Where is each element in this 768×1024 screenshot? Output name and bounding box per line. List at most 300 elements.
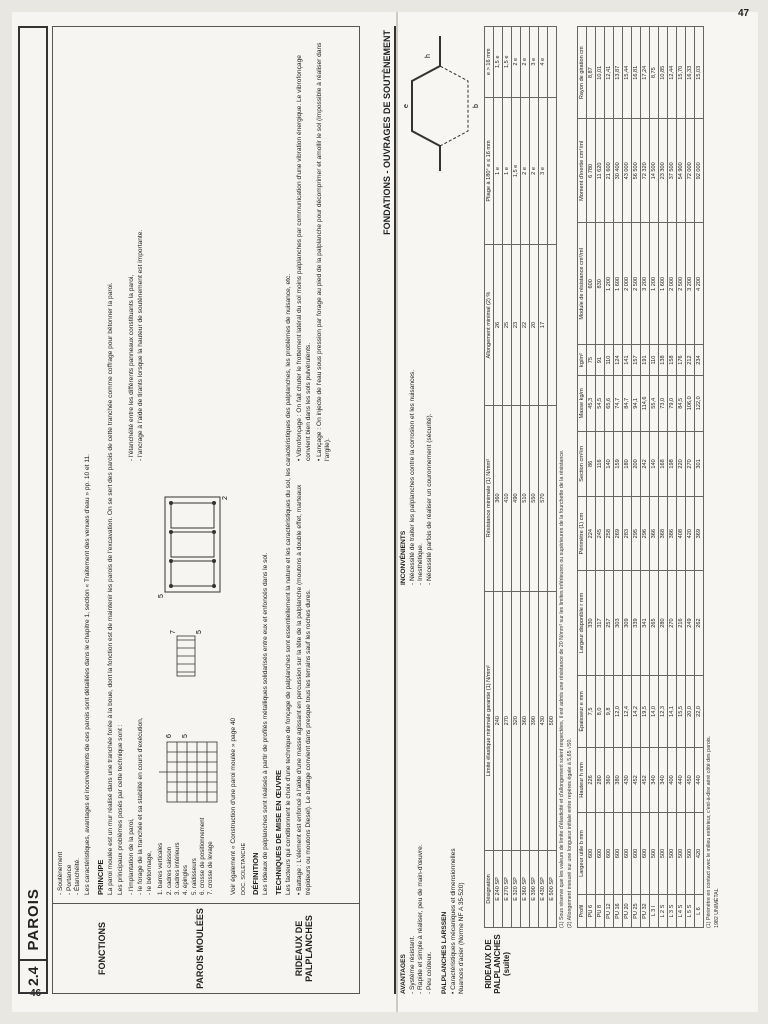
- table-cell: 22,0: [695, 675, 704, 748]
- left-sidebar: [53, 903, 359, 993]
- table-cell: 270: [668, 571, 677, 675]
- table-cell: 265: [650, 571, 659, 675]
- table-row: [686, 27, 695, 928]
- table-header-cell: e > 16 mm: [485, 27, 494, 98]
- lancage-text: • Lançage : On injecte de l'eau sous pression par forage au pied de la palplanche pour décomprimer et amollir le sol (impossible à réaliser dans l'argile).: [315, 42, 332, 461]
- table-row: [677, 27, 686, 928]
- table-cell: 168: [659, 431, 668, 496]
- avantage-item: - Peu coûteux.: [426, 951, 434, 994]
- table-cell: 15,03: [695, 27, 704, 119]
- table-cell: 600: [587, 223, 596, 345]
- table-cell: E 430 SP: [539, 850, 548, 927]
- table-cell: 54 900: [677, 119, 686, 223]
- table-cell: 25: [503, 245, 512, 405]
- table-cell: 220: [677, 431, 686, 496]
- table1-note1: (1) Sous réserve que les valeurs de limite d'élasticité et d'allongement soient respectées, il est admis une résistance de 20 N/mm² sur les limites inférieures ou supérieures de la fourchette de la résistance.: [559, 449, 565, 928]
- table-header-cell: Profil: [578, 895, 587, 928]
- table-cell: 1,5 e: [503, 27, 512, 98]
- table-cell: 600: [641, 812, 650, 894]
- table-cell: 75: [587, 345, 596, 375]
- table-cell: 1 200: [650, 223, 659, 345]
- table-cell: 317: [596, 571, 605, 675]
- table-cell: 26: [494, 245, 503, 405]
- table-cell: 7,5: [587, 675, 596, 748]
- table-cell: 500: [650, 812, 659, 894]
- table-cell: 258: [605, 496, 614, 570]
- dim-label-e: e: [403, 104, 410, 108]
- table-cell: PU 6: [587, 895, 596, 928]
- table-cell: 386: [668, 496, 677, 570]
- profiles-table: [577, 26, 704, 928]
- bullet: - le forage de la tranchée et sa stabilité en cours d'exécution,: [136, 717, 144, 895]
- table-cell: 6 780: [587, 119, 596, 223]
- larssen-sub: • Caractéristiques mécaniques et dimensionnelles: [449, 848, 457, 994]
- legend-item: 6. crosse de positionnement: [199, 817, 207, 895]
- table-cell: 114,6: [641, 375, 650, 431]
- table-cell: 3 e: [530, 27, 539, 98]
- credit: DOC. SOLETANCHE: [240, 842, 247, 895]
- table-row: [632, 27, 641, 928]
- table-cell: 14,2: [632, 675, 641, 748]
- table-cell: 430: [539, 591, 548, 850]
- techniques-intro: Les facteurs qui conditionnent le choix d'une technique de fonçage de palplanches sont essentiellement la nature et les caractéristiques du sol, les caractéristiques des palplanches, les problèmes de nuisance, etc.: [284, 273, 292, 895]
- table-cell: 1 600: [659, 223, 668, 345]
- table-cell: 270: [503, 591, 512, 850]
- dim-label-h: h: [425, 54, 432, 58]
- table-cell: L 2 S: [659, 895, 668, 928]
- table-cell: L 3 S: [668, 895, 677, 928]
- table-cell: 2 500: [632, 223, 641, 345]
- table-cell: 390: [530, 591, 539, 850]
- table-cell: 1 e: [503, 97, 512, 245]
- fig-num: 6: [166, 733, 174, 738]
- table-header-cell: Résistance minimale (1) N/mm²: [485, 405, 494, 591]
- table-cell: 500: [548, 591, 557, 850]
- table-cell: 257: [605, 571, 614, 675]
- table-cell: 22: [521, 245, 530, 405]
- table-cell: 245: [596, 496, 605, 570]
- fonctions-block: [57, 35, 93, 895]
- table-cell: 13,87: [614, 27, 623, 119]
- table-cell: PU 20: [623, 895, 632, 928]
- table-cell: 270: [686, 431, 695, 496]
- right-page-number: 47: [738, 8, 750, 19]
- table-cell: 74,7: [614, 375, 623, 431]
- table-cell: 830: [596, 223, 605, 345]
- vibrofoncage-text: • Vibrofonçage : On fait chuter le frottement latéral du sol moins palplanches par communication d'une vibration énergique. Le vibrofonçage convient bien dans les sols pulvérulents.: [296, 55, 313, 461]
- table-cell: 303: [614, 571, 623, 675]
- table-cell: 198: [668, 431, 677, 496]
- table-cell: 600: [596, 812, 605, 894]
- table-cell: 92 000: [695, 119, 704, 223]
- table-cell: 510: [521, 405, 530, 591]
- table-cell: PU 25: [632, 895, 641, 928]
- table-cell: 295: [632, 496, 641, 570]
- table-cell: 600: [632, 812, 641, 894]
- table-row: [539, 27, 548, 928]
- table-cell: 19,5: [641, 675, 650, 748]
- table-cell: 16,81: [632, 27, 641, 119]
- table-cell: 600: [614, 812, 623, 894]
- table-cell: 1 200: [605, 223, 614, 345]
- table-cell: 140: [605, 431, 614, 496]
- table-cell: 8,0: [596, 675, 605, 748]
- table-cell: 10,85: [659, 27, 668, 119]
- left-grid: [52, 26, 360, 994]
- table-cell: 360: [494, 405, 503, 591]
- table-cell: 30 400: [614, 119, 623, 223]
- table-cell: 84,5: [677, 375, 686, 431]
- table-cell: 157: [632, 345, 641, 375]
- steel-grades-table: [484, 26, 557, 928]
- table-cell: 1,5 e: [512, 97, 521, 245]
- table-cell: 54,5: [596, 375, 605, 431]
- table-cell: 9,8: [605, 675, 614, 748]
- table-cell: 45,3: [587, 375, 596, 431]
- table-cell: 320: [512, 591, 521, 850]
- table-cell: 500: [677, 812, 686, 894]
- table-cell: E 360 SP: [521, 850, 530, 927]
- table-cell: L 6: [695, 895, 704, 928]
- table-cell: 500: [668, 812, 677, 894]
- table-cell: 296: [641, 496, 650, 570]
- battage-text: • Battage : L'élément est enfoncé à l'aide d'une masse agissant en percussion sur la tête de la palplanche (moutons à double effet, marteaux trépideurs ou moutons Diesel). Le battage convient dans presque tous les terrains sauf les roches dures.: [296, 484, 313, 895]
- inconvenients-heading: INCONVÉNIENTS: [400, 530, 407, 585]
- table-row: [494, 27, 503, 928]
- legend-item: 5. raidisseurs: [190, 858, 198, 895]
- table-cell: 110: [605, 345, 614, 375]
- fonction-item: - Soutènement: [57, 851, 64, 895]
- table-cell: 240: [494, 591, 503, 850]
- table-cell: [548, 27, 557, 98]
- table-cell: 122,0: [695, 375, 704, 431]
- table-cell: 159: [614, 431, 623, 496]
- table-cell: 11 620: [596, 119, 605, 223]
- table-cell: 226: [587, 748, 596, 813]
- techniques-heading: TECHNIQUES DE MISE EN ŒUVRE: [273, 769, 283, 895]
- rebar-cage-section-drawing: [157, 490, 230, 600]
- table-cell: 360: [605, 748, 614, 813]
- table-header-cell: Périmètre (1) cm: [578, 496, 587, 570]
- table-row: [659, 27, 668, 928]
- table-cell: PU 8: [596, 895, 605, 928]
- fig-num: 2: [222, 495, 230, 500]
- table-cell: 1 e: [494, 97, 503, 245]
- table-cell: 43 000: [623, 119, 632, 223]
- table-cell: 283: [623, 496, 632, 570]
- table-header-cell: Hauteur h mm: [578, 748, 587, 813]
- table-cell: 8,87: [587, 27, 596, 119]
- table1-note2: (2) Allongement mesuré sur une longueur initiale entre repères égale à 5,65 √S0.: [567, 738, 573, 928]
- legend-item: 1. barres verticales: [157, 842, 165, 895]
- table-cell: 4 200: [695, 223, 704, 345]
- table-cell: PU 16: [614, 895, 623, 928]
- table-cell: 2 000: [668, 223, 677, 345]
- table-row: [521, 27, 530, 928]
- fonction-item: - Étanchéité.: [74, 857, 82, 895]
- avantages-col: [400, 591, 480, 994]
- table-cell: 369: [695, 496, 704, 570]
- footer-credit: 1982 UNIMÉTAL: [714, 888, 720, 928]
- table-cell: 490: [512, 405, 521, 591]
- table-cell: 17: [539, 245, 548, 405]
- table-row: [530, 27, 539, 928]
- table-cell: 440: [677, 748, 686, 813]
- table-cell: 309: [623, 571, 632, 675]
- table-cell: 15,70: [677, 27, 686, 119]
- table-cell: 249: [686, 571, 695, 675]
- table-header-cell: Pliage à 180° e ≤ 16 mm: [485, 97, 494, 245]
- table-cell: 500: [659, 812, 668, 894]
- inconvenient-item: - Inesthétique.: [417, 543, 425, 585]
- table-row: [503, 27, 512, 928]
- table-cell: 380: [614, 748, 623, 813]
- voir-egalement: Voir également « Construction d'une paroi moulée » page 40: [230, 717, 238, 895]
- table-cell: 86: [587, 431, 596, 496]
- table-cell: 3 200: [686, 223, 695, 345]
- bullet: - l'ancrage à l'aide de tirants lorsque la hauteur de soutènement est importante.: [136, 229, 144, 461]
- table-row: [623, 27, 632, 928]
- table-cell: 2 000: [623, 223, 632, 345]
- table-cell: 12,3: [659, 675, 668, 748]
- table-cell: 430: [623, 748, 632, 813]
- table-cell: 8,75: [650, 27, 659, 119]
- table-cell: E 320 SP: [512, 850, 521, 927]
- avantages-inconvenients: [400, 26, 480, 994]
- table-cell: 280: [659, 571, 668, 675]
- table-cell: 216: [677, 571, 686, 675]
- sidebar-parois-moulees: PAROIS MOULÉES: [195, 908, 206, 989]
- table-cell: 12,0: [614, 675, 623, 748]
- table-cell: 340: [659, 748, 668, 813]
- table-row: [587, 27, 596, 928]
- table-cell: 14 500: [650, 119, 659, 223]
- rebar-cage-elevation-drawing: [157, 692, 227, 812]
- table-cell: 55,4: [650, 375, 659, 431]
- table-cell: 1 600: [614, 223, 623, 345]
- table-cell: L 5 S: [686, 895, 695, 928]
- table-cell: 224: [587, 496, 596, 570]
- table-cell: 12,4: [623, 675, 632, 748]
- legend-item: 7. crosse de levage: [207, 841, 215, 895]
- side-label: RIDEAUX DE PALPLANCHES (suite): [484, 934, 511, 994]
- table-cell: 14,0: [650, 675, 659, 748]
- table-header-cell: kg/m²: [578, 345, 587, 375]
- table-cell: 110: [650, 345, 659, 375]
- table-cell: 20: [530, 245, 539, 405]
- table-cell: 2 e: [521, 97, 530, 245]
- table-cell: 368: [659, 496, 668, 570]
- avantage-item: - Système résistant.: [408, 935, 416, 994]
- table-row: [512, 27, 521, 928]
- rebar-figure: [157, 35, 230, 895]
- right-page-content: [380, 26, 732, 994]
- table-cell: 84,7: [623, 375, 632, 431]
- table-cell: 138: [659, 345, 668, 375]
- avantage-item: - Rapide et simple à réaliser, peu de main-d'œuvre.: [417, 844, 425, 994]
- table-row: [596, 27, 605, 928]
- table-header-cell: Largeur utile b mm: [578, 812, 587, 894]
- table-cell: 56 500: [632, 119, 641, 223]
- table-cell: 280: [596, 748, 605, 813]
- table-cell: 408: [677, 496, 686, 570]
- table-cell: 158: [668, 345, 677, 375]
- table-cell: 600: [587, 812, 596, 894]
- principe-bullets: [128, 35, 154, 895]
- table-cell: [548, 245, 557, 405]
- table-cell: 15,44: [623, 27, 632, 119]
- table-cell: 23: [512, 245, 521, 405]
- table-cell: 191: [641, 345, 650, 375]
- dim-label-b: b: [473, 104, 480, 108]
- table-cell: 1,5 e: [494, 27, 503, 98]
- inconvenient-item: - Nécessité de traiter les palplanches contre la corrosion et les nuisances.: [408, 369, 416, 585]
- table-cell: 330: [587, 571, 596, 675]
- table-cell: 339: [632, 571, 641, 675]
- table-header-cell: Rayon de giration cm: [578, 27, 587, 119]
- table-cell: 452: [641, 748, 650, 813]
- table-cell: L 4 S: [677, 895, 686, 928]
- tables-area: [484, 26, 720, 994]
- table-cell: 79,0: [668, 375, 677, 431]
- table-cell: 180: [623, 431, 632, 496]
- table-cell: 366: [650, 496, 659, 570]
- table-cell: L 3 l: [650, 895, 659, 928]
- table-cell: 262: [695, 571, 704, 675]
- rebar-cage-side-drawing: [157, 606, 227, 686]
- table-cell: 452: [632, 748, 641, 813]
- table-cell: 15,5: [677, 675, 686, 748]
- table-header-cell: Masse kg/m: [578, 375, 587, 431]
- table-row: [695, 27, 704, 928]
- left-body: [53, 27, 359, 903]
- principe-p1: La paroi moulée est un mur réalisé dans une tranchée forée à la boue, dont la fonction est de maintenir les parois de l'excavation. On se sert des parois de cette tranchée comme coffrage pour bétonner la paroi.: [106, 282, 114, 895]
- table-cell: 269: [614, 496, 623, 570]
- nuances-label: Nuances d'acier (Norme NF A 35-520): [458, 882, 466, 994]
- table-cell: 440: [695, 748, 704, 813]
- section-title: PAROIS: [24, 888, 42, 951]
- sidebar-fonctions: FONCTIONS: [96, 922, 107, 975]
- table-header-cell: Section cm²/m: [578, 431, 587, 496]
- techniques-cols: [295, 35, 335, 895]
- table-cell: 14,1: [668, 675, 677, 748]
- table-cell: 340: [650, 748, 659, 813]
- table-cell: 450: [686, 748, 695, 813]
- legend-item: 2. cadres caisson: [165, 846, 173, 895]
- table-cell: 73,0: [659, 375, 668, 431]
- table-cell: E 500 SP: [548, 850, 557, 927]
- table-cell: 21 600: [605, 119, 614, 223]
- table-header-cell: Module de résistance cm³/ml: [578, 223, 587, 345]
- table-cell: PU 12: [605, 895, 614, 928]
- table-cell: 400: [668, 748, 677, 813]
- table-cell: PU 32: [641, 895, 650, 928]
- table-cell: E 240 SP: [494, 850, 503, 927]
- table-cell: 16,33: [686, 27, 695, 119]
- avantages-heading: AVANTAGES: [400, 954, 407, 994]
- table-cell: 420: [686, 496, 695, 570]
- table-cell: 242: [641, 431, 650, 496]
- sheet-pile-profile-drawing: [400, 26, 480, 176]
- table-cell: 20,0: [686, 675, 695, 748]
- table-cell: 116: [596, 431, 605, 496]
- table-cell: [548, 405, 557, 591]
- table-header-cell: Désignation: [485, 850, 494, 927]
- fig-num: 5: [196, 629, 204, 634]
- left-page-number: 46: [30, 988, 42, 999]
- left-page-content: [18, 26, 370, 994]
- table-cell: 65,6: [605, 375, 614, 431]
- table-cell: 140: [650, 431, 659, 496]
- fonctions-text: Les caractéristiques, avantages et inconvénients de ces parois sont détaillées dans le chapitre 1, section « Traitement des venues d'eau » pp. 10 et 11.: [84, 454, 92, 895]
- table-row: [548, 27, 557, 928]
- table-cell: 94,1: [632, 375, 641, 431]
- table-row: [641, 27, 650, 928]
- principe-heading: PRINCIPE: [95, 859, 105, 895]
- table-row: [605, 27, 614, 928]
- section-header: [18, 26, 48, 994]
- fig-num: 7: [170, 629, 178, 634]
- figure-legend: [157, 818, 216, 895]
- table-header-cell: Épaisseur e mm: [578, 675, 587, 748]
- table-cell: 17,24: [641, 27, 650, 119]
- section-number: 2.4: [20, 959, 46, 992]
- table-cell: 200: [632, 431, 641, 496]
- table-cell: 2 e: [521, 27, 530, 98]
- table-cell: 37 500: [668, 119, 677, 223]
- table-cell: 341: [641, 571, 650, 675]
- table-cell: 4 e: [539, 27, 548, 98]
- table-cell: E 390 SP: [530, 850, 539, 927]
- table-cell: 234: [695, 345, 704, 375]
- inconvenients-col: [400, 182, 480, 585]
- table-cell: 124: [614, 345, 623, 375]
- table2-note: (1) Périmètre en contact avec le milieu extérieur, c'est-à-dire aéré côté des parois.: [706, 735, 712, 928]
- table-cell: 410: [503, 405, 512, 591]
- larssen-heading: PALPLANCHES LARSSEN: [440, 911, 448, 994]
- table-header-cell: Allongement minimal (2) %: [485, 245, 494, 405]
- inconvenient-item: - Nécessité parfois de réaliser un couronnement (sécurité).: [426, 413, 434, 585]
- table-cell: E 270 SP: [503, 850, 512, 927]
- fig-num: 5: [182, 733, 190, 738]
- table-cell: 72 320: [641, 119, 650, 223]
- legend-item: 4. épingles: [182, 865, 190, 895]
- table-header-cell: Largeur disponible r mm: [578, 571, 587, 675]
- table-cell: 3 e: [539, 97, 548, 245]
- table-row: [668, 27, 677, 928]
- table-cell: 3 200: [641, 223, 650, 345]
- table-row: [650, 27, 659, 928]
- table-cell: 72 000: [686, 119, 695, 223]
- table-cell: 420: [695, 812, 704, 894]
- table-cell: 106,0: [686, 375, 695, 431]
- table-cell: 600: [623, 812, 632, 894]
- table-cell: 301: [695, 431, 704, 496]
- bullet: - l'étanchéité entre les différents panneaux constituants la paroi,: [128, 274, 136, 461]
- table-cell: 600: [605, 812, 614, 894]
- table-cell: 570: [539, 405, 548, 591]
- table-cell: 12,41: [605, 27, 614, 119]
- table-cell: 91: [596, 345, 605, 375]
- table-cell: 2 e: [512, 27, 521, 98]
- table-row: [614, 27, 623, 928]
- table-header-cell: Moment d'inertie cm⁴/ml: [578, 119, 587, 223]
- table-cell: 360: [521, 591, 530, 850]
- sidebar-rideaux: RIDEAUX DE PALPLANCHES: [293, 915, 315, 982]
- legend-item: 3. cadres intérieurs: [173, 842, 181, 895]
- table-cell: 2 e: [530, 97, 539, 245]
- definition-heading: DÉFINITION: [251, 852, 261, 895]
